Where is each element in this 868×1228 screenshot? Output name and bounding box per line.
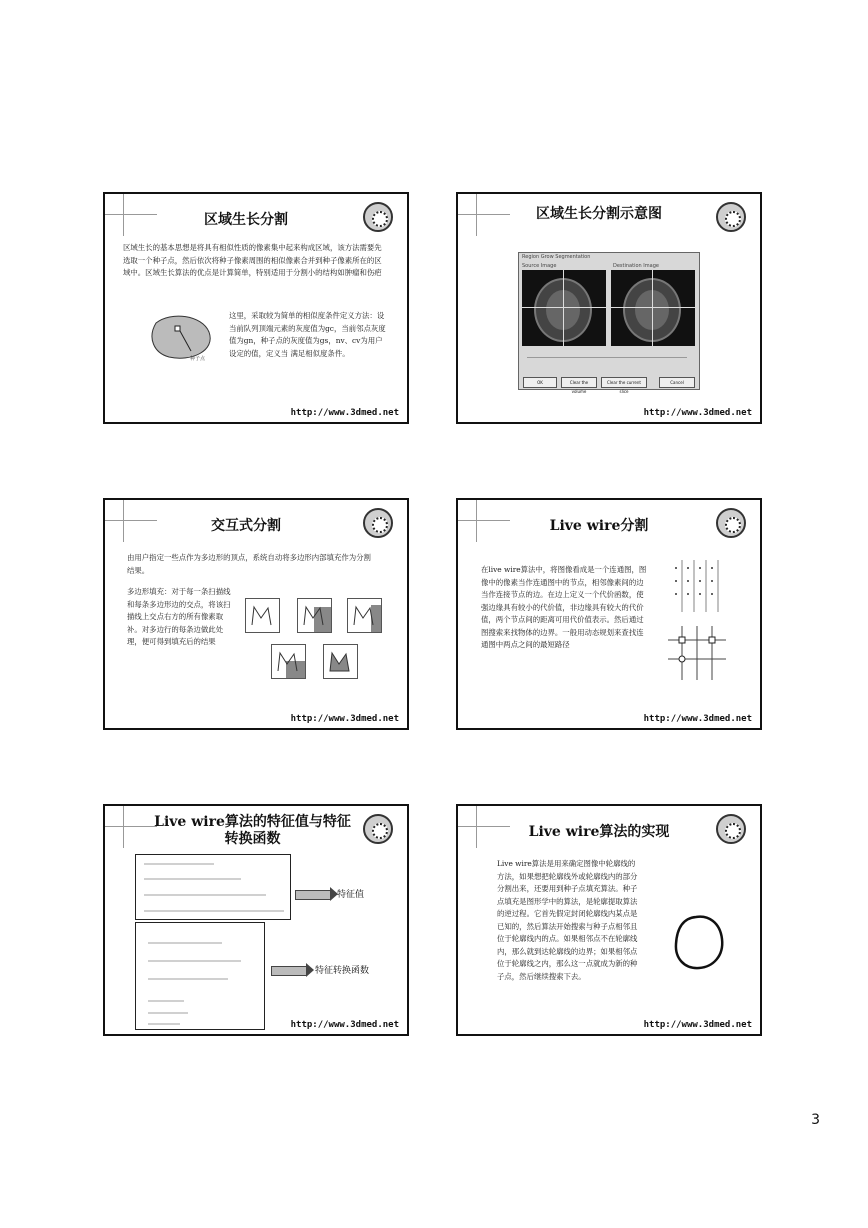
slide-live-wire-features (103, 804, 409, 1036)
slide-title: Live wire算法的特征值与特征转换函数 (154, 814, 351, 847)
decorative-line (123, 806, 124, 848)
decorative-line (476, 500, 477, 542)
slide-interactive-segmentation (103, 498, 409, 730)
slide-url: http://www.3dmed.net (290, 714, 399, 724)
slide-paragraph: 在live wire算法中，将图像看成是一个连通图，图像中的像素当作连通图中的节点，相邻像素间的边当作连接节点的边。在边上定义一个代价函数，使强边缘具有较小的代价值，非边缘具有较大的代价值，两个节点间的距离可用代价值表示。然后通过图搜索来找物体的边界。一般用动态规划来查找连通图中两点之间的最短路径 (481, 565, 647, 649)
slide-paragraph: Live wire算法是用来确定图像中轮廓线的方法，如果想把轮廓线外或轮廓线内的部分分割出来，还要用到种子点填充算法。种子点填充是图形学中的算法，是轮廓提取算法的逆过程。它首先假定封闭轮廓线内某点是已知的，然后算法开始搜索与种子点相邻且位于轮廓线内的点。如果相邻点不在轮廓线内，那么就到达轮廓线的边界；如果相邻点位于轮廓线之内，那么这一点就成为新的种子点，然后继续搜索下去。 (497, 859, 638, 981)
slide-url: http://www.3dmed.net (643, 714, 752, 724)
decorative-line (476, 194, 477, 236)
destination-label: Destination Image (613, 263, 659, 269)
feature-formula-box (135, 854, 291, 920)
seed-region-diagram (149, 312, 219, 366)
university-logo-icon (363, 814, 393, 844)
polygon-fill-step (245, 598, 280, 633)
slide-live-wire (456, 498, 762, 730)
decorative-line (476, 806, 477, 848)
slide-paragraph: 由用户指定一些点作为多边形的顶点，系统自动将多边形内部填充作为分割结果。 (127, 553, 371, 575)
ok-button[interactable]: OK (523, 377, 557, 388)
path-grid-diagram (668, 626, 726, 680)
decorative-line (123, 500, 124, 542)
slide-title: Live wire分割 (549, 518, 649, 534)
feature-label: 特征值 (337, 890, 365, 900)
university-logo-icon (716, 508, 746, 538)
slide-url: http://www.3dmed.net (290, 408, 399, 418)
source-image (522, 270, 606, 346)
slide-side-text: 多边形填充：对于每一条扫描线和每条多边形边的交点，将该扫描线上交点右方的所有像素取补。对多边行的每条边做此处理，便可得到填充后的结果 (127, 587, 231, 646)
decorative-line (105, 826, 157, 827)
slide-url: http://www.3dmed.net (290, 1020, 399, 1030)
closed-contour-diagram (672, 914, 726, 972)
transform-formula-box (135, 922, 265, 1030)
university-logo-icon (716, 814, 746, 844)
destination-image (611, 270, 695, 346)
slide-side-text: 这里，采取较为简单的相似度条件定义方法：设当前队列顶端元素的灰度值为gc，当前邻点灰度值为gn，种子点的灰度值为gs，nv、cv为用户设定的值，定义当 满足相似度条件。 (229, 311, 386, 358)
polygon-fill-step (323, 644, 358, 679)
slide-title: 区域生长分割示意图 (536, 206, 662, 222)
feature-arrow-icon (295, 890, 331, 900)
slide-region-growing-screenshot (456, 192, 762, 424)
transform-label: 特征转换函数 (315, 966, 370, 976)
slide-title: Live wire算法的实现 (528, 824, 670, 840)
slide-paragraph: 区域生长的基本思想是将具有相似性质的像素集中起来构成区域，该方法需要先选取一个种子点，然后依次将种子像素周围的相似像素合并到种子像素所在的区域中。区域生长算法的优点是计算简单，特别适用于分割小的结构如肿瘤和伤疤 (123, 243, 382, 277)
slide-title: 交互式分割 (211, 518, 281, 534)
graph-grid-diagram (670, 560, 724, 612)
source-label: Source Image (522, 263, 557, 269)
slide-live-wire-implementation (456, 804, 762, 1036)
university-logo-icon (363, 508, 393, 538)
slide-url: http://www.3dmed.net (643, 408, 752, 418)
polygon-fill-step (297, 598, 332, 633)
slide-region-growing (103, 192, 409, 424)
page-number: 3 (811, 1112, 820, 1128)
clear-current-slice-button[interactable]: Clear the current slice (601, 377, 647, 388)
decorative-line (123, 194, 124, 236)
cancel-button[interactable]: Cancel (659, 377, 695, 388)
polygon-fill-step (347, 598, 382, 633)
window-title: Region Grow Segmentation (522, 254, 591, 260)
slide-title: 区域生长分割 (204, 212, 288, 228)
polygon-fill-step (271, 644, 306, 679)
transform-arrow-icon (271, 966, 307, 976)
region-grow-window (518, 252, 700, 394)
seed-point-label: 种子点 (190, 356, 206, 362)
university-logo-icon (363, 202, 393, 232)
university-logo-icon (716, 202, 746, 232)
slide-url: http://www.3dmed.net (643, 1020, 752, 1030)
clear-volume-button[interactable]: Clear the volume (561, 377, 597, 388)
